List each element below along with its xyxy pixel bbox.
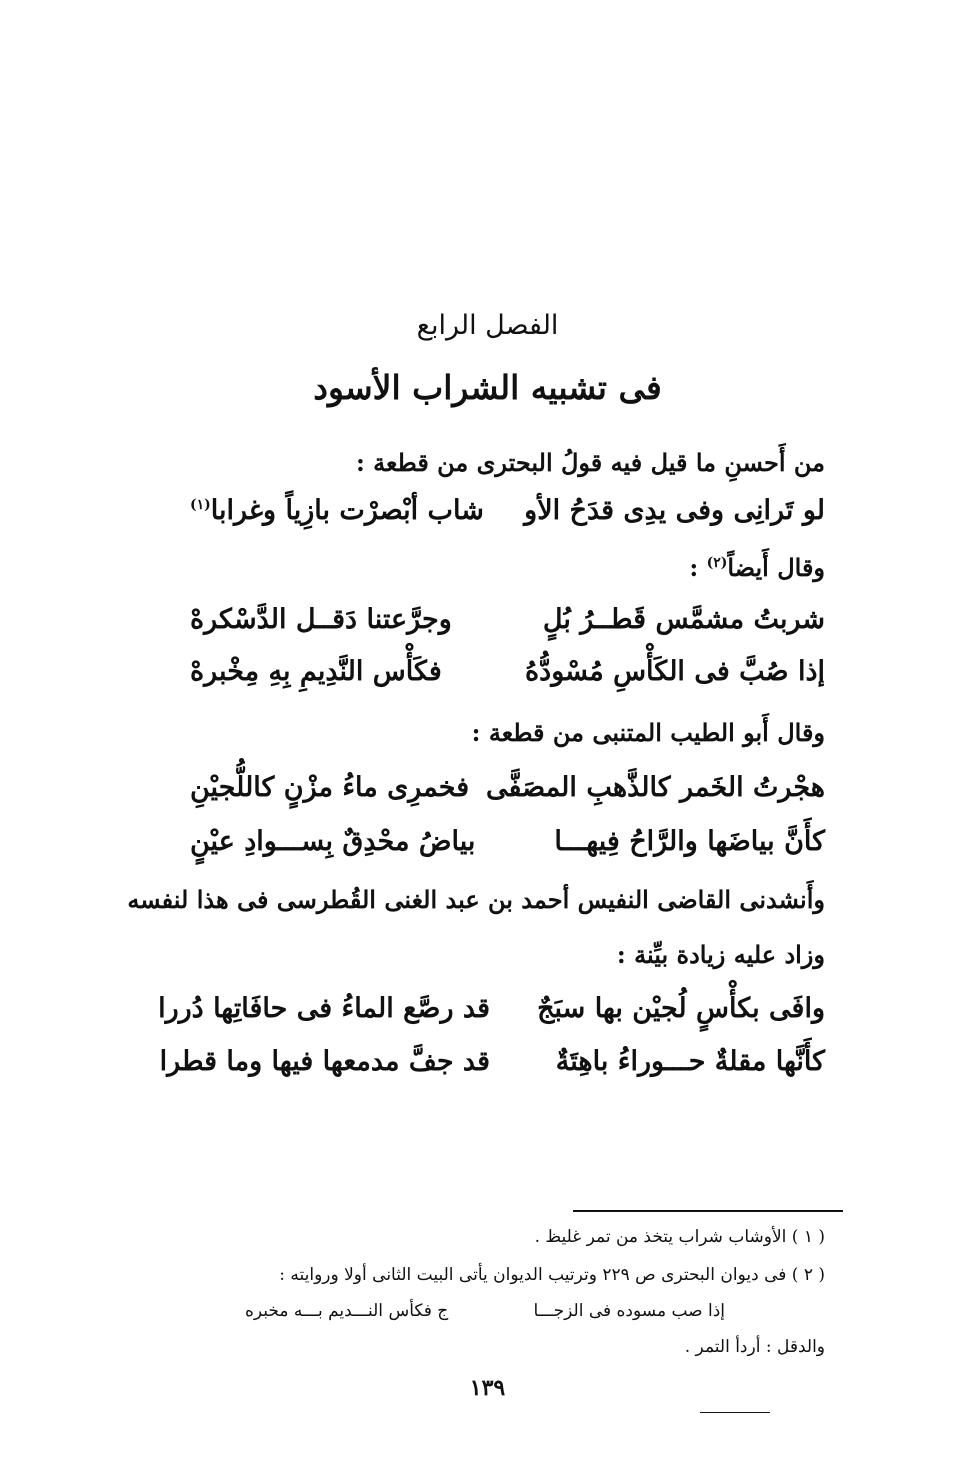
verse-2a-right: شربتُ مشمَّس قَطــرُ بُلٍ	[542, 604, 825, 635]
footnote-3: والدقل : أردأ التمر .	[684, 1337, 825, 1357]
intro-2-text: وقال أَيضاً	[727, 553, 825, 582]
intro-paragraph-1: من أَحسنِ ما قيل فيه قولُ البحترى من قطعة :	[355, 448, 825, 477]
verse-4a-right: وافَى بكأْسٍ لُجيْن بها سبَجٌ	[537, 993, 825, 1024]
verse-3b-left: بياضُ محْدِقٌ بِســـوادِ عيْنٍ	[190, 826, 476, 857]
intro-paragraph-4-line-2: وزاد عليه زيادة بيِّنة :	[616, 940, 825, 969]
footnote-divider	[573, 1210, 843, 1212]
intro-paragraph-4-line-1: وأَنشدنى القاضى النفيس أحمد بن عبد الغنى القُطرسى فى هذا لنفسه	[127, 885, 825, 914]
chapter-title: الفصل الرابع	[416, 310, 559, 341]
footnote-2: ( ٢ ) فى ديوان البحترى ص ٢٢٩ وترتيب الديوان يأتى البيت الثانى أولا وروايته :	[279, 1265, 825, 1285]
verse-1-right-hemistich: لو تَرانِى وفى يدِى قدَحُ الأو	[524, 495, 825, 526]
intro-2-colon: :	[689, 553, 707, 582]
intro-paragraph-2	[689, 553, 825, 582]
footnote-1: ( ١ ) الأوشاب شراب يتخذ من تمر غليظ .	[534, 1227, 825, 1247]
footnote-2-verse-left: ج فكأس النـــديم بـــه مخبره	[245, 1301, 449, 1321]
verse-1-left-hemistich	[190, 495, 490, 526]
verse-1-left-text: شاب أبْصرْت بازِياً وغرابا	[210, 495, 484, 526]
verse-4a-left: قد رصَّع الماءُ فى حافَاتِها دُررا	[158, 993, 490, 1024]
verse-3a-right: هجْرتُ الخَمر كالذَّهبِ المصَفَّى	[486, 772, 825, 803]
verse-2b-right: إذا صُبَّ فى الكَأْسِ مُسْودُّهُ	[525, 656, 825, 687]
verse-4b-left: قد جفَّ مدمعها فيها وما قطرا	[159, 1046, 490, 1077]
footnote-2-verse	[245, 1301, 725, 1321]
footnote-2-verse-right: إذا صب مسوده فى الزجـــا	[533, 1301, 725, 1321]
verse-4b-right: كأَنَّها مقلةٌ حـــوراءُ باهِتَةٌ	[555, 1046, 825, 1077]
verse-3a-left: فخمرِى ماءُ مزْنٍ كاللُّجيْنِ	[190, 772, 470, 803]
verse-2a-left: وجرَّعتنا دَقــل الدَّسْكرهْ	[190, 604, 452, 635]
verse-3b-right: كأَنَّ بياضَها والرَّاحُ فِيهـــا	[554, 826, 825, 857]
page-number: ١٣٩	[469, 1375, 506, 1401]
chapter-subtitle: فى تشبيه الشراب الأسود	[313, 368, 662, 407]
bottom-ornament-rule	[700, 1412, 770, 1413]
footnote-marker-1: (١)	[190, 497, 211, 513]
verse-2b-left: فكَأْس النَّدِيمِ بِهِ مِخْبرهْ	[190, 656, 442, 687]
intro-paragraph-3: وقال أَبو الطيب المتنبى من قطعة :	[471, 718, 825, 747]
footnote-marker-2: (٢)	[706, 555, 728, 571]
